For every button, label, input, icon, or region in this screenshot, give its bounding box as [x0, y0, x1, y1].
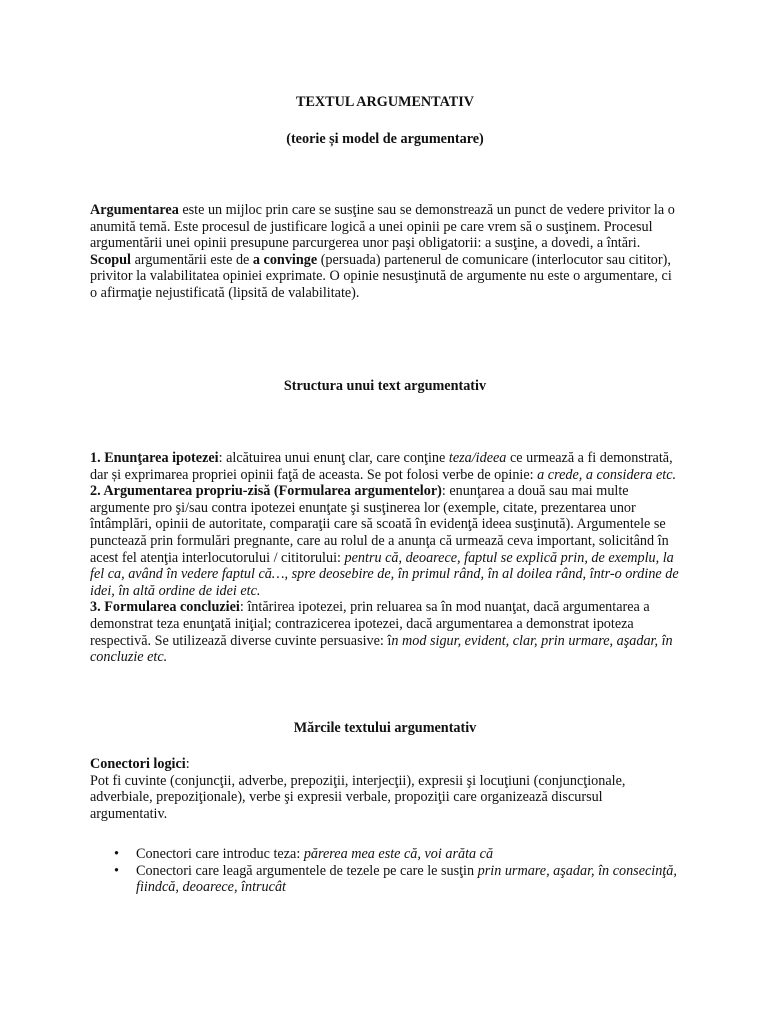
- step-1-italic-a: teza/ideea: [448, 450, 507, 466]
- step-1: [90, 450, 680, 483]
- step-2-italic: pentru că, deoarece, faptul se explică prin, de exemplu, la fel ca, având în vedere faptul că…, spre deosebire de, în primul rând, în al doilea rând, într-o ordine de idei, în altă ordine de idei etc.: [90, 549, 679, 599]
- step-1-text-b: ce urmează a fi demonstrată, dar și exprimarea propriei opinii faţă de aceasta. Se pot folosi verbe de opinie:: [90, 450, 673, 483]
- bullet-marker: •: [114, 862, 119, 879]
- term-argumentarea: Argumentarea: [90, 202, 179, 218]
- list-item: [90, 863, 680, 896]
- step-2: [90, 483, 680, 599]
- connectors-heading: Conectori logici: [90, 756, 186, 772]
- list-item-italic: prin urmare, aşadar, în consecinţă, fiindcă, deoarece, întrucât: [136, 862, 677, 896]
- purpose-bold: a convinge: [252, 251, 318, 268]
- purpose-text-b: (persuada) partenerul de comunicare (interlocutor sau cititor), privitor la valabilitatea opiniei exprimate. O opinie nesusţinută de argumente nu este o argumentare, ci o afirmaţie nejustificată (lipsită de valabilitate).: [90, 251, 672, 301]
- definition-text: este un mijloc prin care se susţine sau se demonstrează un punct de vedere privitor la o anumită temă. Este procesul de justificare logică a unei opinii pe care vrem să o susţinem. Procesul argumentării unei opinii presupune parcurgerea unor paşi obligatorii: a susţine, a dovedi, a întări.: [90, 202, 675, 252]
- connectors-heading-line: [90, 756, 680, 773]
- marks-heading: Mărcile textului argumentativ: [293, 720, 477, 736]
- step-3-text: : întărirea ipotezei, prin reluarea sa în mod nuanţat, dacă argumentarea a demonstrat teza enunţată iniţial; contrazicerea ipotezei, dacă argumentarea a demonstrat ipoteza respectivă. Se utilizează diverse cuvinte persuasive: î: [90, 599, 650, 649]
- step-1-italic-b: a crede, a considera etc.: [537, 466, 677, 483]
- connectors-text: Pot fi cuvinte (conjuncţii, adverbe, prepoziţii, interjecţii), expresii şi locuţiuni (conjuncţionale, adverbiale, prepoziţionale), verbe şi expresii verbale, propoziţii care organizează discursul argumentativ.: [90, 772, 626, 822]
- step-3-italic: n mod sigur, evident, clar, prin urmare, aşadar, în concluzie etc.: [90, 632, 673, 666]
- step-3: [90, 599, 680, 665]
- structure-heading: Structura unui text argumentativ: [283, 378, 487, 394]
- step-1-label: 1. Enunţarea ipotezei: [90, 450, 219, 466]
- connector-list: [90, 846, 680, 896]
- bullet-marker: •: [114, 846, 119, 862]
- list-item-italic: părerea mea este că, voi arăta că: [303, 846, 494, 862]
- step-2-text: : enunţarea a două sau mai multe argumente pro şi/sau contra ipotezei enunţate şi susţinerea lor (exemple, citate, prezentarea unor întâmplări, opinii de autoritate, comparaţii care să scoată în evidenţă ideea susţinută). Argumentele se punctează prin formulări pregnante, care au rolul de a anunţa că urmează ceva important, solicitând în acest fel atenţia interlocutorului / cititorului:: [90, 483, 669, 566]
- intro-paragraph-purpose: [90, 252, 680, 302]
- intro-paragraph-definition: [90, 202, 680, 252]
- connectors-colon: :: [185, 756, 190, 772]
- document-subtitle: (teorie și model de argumentare): [286, 131, 484, 147]
- step-2-label: 2. Argumentarea propriu-zisă (Formularea argumentelor): [90, 483, 442, 500]
- step-1-text-a: : alcătuirea unui enunţ clar, care conţine: [218, 450, 449, 466]
- step-3-label: 3. Formularea concluziei: [90, 599, 240, 616]
- connectors-section: [90, 756, 680, 822]
- list-item-text: Conectori care leagă argumentele de tezele pe care le susţin: [136, 862, 478, 879]
- document-title: TEXTUL ARGUMENTATIV: [295, 94, 475, 110]
- term-scopul: Scopul: [90, 251, 132, 268]
- list-item-text: Conectori care introduc teza:: [136, 846, 304, 862]
- list-item: [90, 846, 680, 863]
- structure-steps: [90, 450, 680, 666]
- purpose-text-a: argumentării este de: [131, 251, 253, 268]
- intro-section: [90, 202, 680, 302]
